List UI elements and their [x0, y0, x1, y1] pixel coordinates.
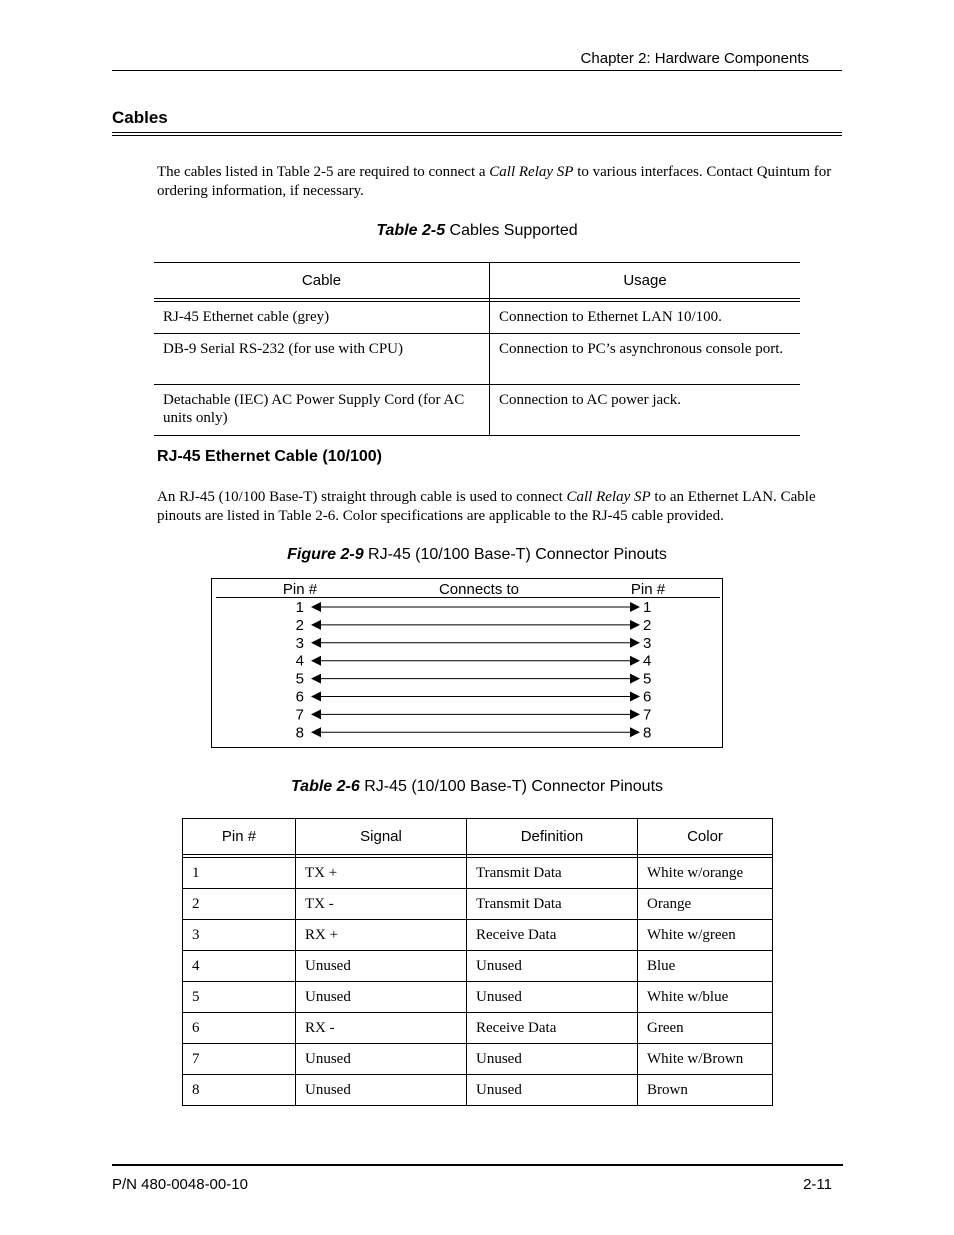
left-pin-number: 7: [295, 706, 304, 724]
table-cell: Unused: [467, 1044, 638, 1074]
right-pin-number: 3: [643, 634, 652, 652]
table-row: [154, 302, 800, 334]
pinout-diagram: [211, 578, 723, 748]
table-cell: Transmit Data: [467, 889, 638, 919]
column-header: Color: [687, 828, 723, 845]
table-row: [183, 889, 772, 920]
table-cell: 3: [183, 920, 296, 950]
table-cell: RX -: [296, 1013, 467, 1043]
table-cell: TX +: [296, 858, 467, 888]
table-caption: Table 2-6 RJ-45 (10/100 Base-T) Connector Pinouts: [290, 778, 664, 795]
header-rule: [112, 70, 842, 71]
section-title: Cables: [112, 108, 168, 127]
arrow-left-icon: [311, 602, 321, 612]
arrow-left-icon: [311, 674, 321, 684]
table-cell: Unused: [467, 1075, 638, 1105]
arrow-right-icon: [630, 727, 640, 737]
table-header-row: [154, 263, 800, 299]
pinout-diagram-svg: [212, 579, 722, 747]
table-row: [183, 1044, 772, 1075]
right-pin-number: 4: [643, 652, 652, 670]
table-cell: 2: [183, 889, 296, 919]
left-pin-number: 5: [295, 670, 304, 688]
column-header: Signal: [296, 819, 467, 854]
table-cell: TX -: [296, 889, 467, 919]
left-pin-number: 6: [295, 688, 304, 706]
figure-caption: Figure 2-9 RJ-45 (10/100 Base-T) Connector Pinouts: [287, 546, 667, 563]
table-cell: Unused: [296, 1075, 467, 1105]
column-header: Pin #: [183, 819, 296, 854]
table-cell: DB-9 Serial RS-232 (for use with CPU): [154, 334, 490, 384]
table-cell: 7: [183, 1044, 296, 1074]
left-pin-number: 4: [295, 652, 304, 670]
arrow-right-icon: [630, 692, 640, 702]
left-pin-number: 1: [295, 599, 304, 616]
right-pin-header: Pin #: [630, 581, 666, 598]
pinout-table: [182, 818, 773, 1106]
table-cell: Unused: [467, 982, 638, 1012]
right-pin-number: 2: [643, 616, 652, 634]
left-pin-number: 3: [295, 634, 304, 652]
table-cell: Detachable (IEC) AC Power Supply Cord (for AC units only): [154, 385, 490, 435]
arrow-right-icon: [630, 602, 640, 612]
arrow-right-icon: [630, 620, 640, 630]
table-row: [183, 1013, 772, 1044]
table-cell: Connection to AC power jack.: [499, 392, 682, 408]
table-cell: White w/orange: [647, 864, 744, 881]
column-header: Usage: [623, 272, 667, 289]
right-pin-number: 8: [643, 724, 652, 742]
table-header-row: [183, 819, 772, 855]
table-cell: Connection to Ethernet LAN 10/100.: [499, 309, 722, 325]
table-row: [183, 951, 772, 982]
table-cell: Orange: [647, 895, 692, 912]
table-cell: Unused: [467, 951, 638, 981]
table-row: [183, 1075, 772, 1105]
table-cell: Blue: [647, 957, 676, 974]
arrow-right-icon: [630, 638, 640, 648]
page-number: 2-11: [803, 1176, 832, 1193]
table-cell: Receive Data: [467, 920, 638, 950]
arrow-left-icon: [311, 692, 321, 702]
running-header: Chapter 2: Hardware Components: [580, 50, 809, 67]
right-pin-number: 7: [643, 706, 652, 724]
table-cell: Receive Data: [467, 1013, 638, 1043]
table-cell: White w/green: [647, 926, 736, 943]
cables-table: [154, 262, 800, 436]
table-cell: Unused: [296, 951, 467, 981]
table-row: [183, 920, 772, 951]
table-cell: Green: [647, 1019, 684, 1036]
table-cell: White w/blue: [647, 988, 729, 1005]
table-row: [154, 385, 800, 435]
table-cell: 5: [183, 982, 296, 1012]
arrow-left-icon: [311, 620, 321, 630]
table-row: [183, 858, 772, 889]
right-pin-number: 6: [643, 688, 652, 706]
footer-rule: [112, 1164, 843, 1166]
table-caption: Table 2-5 Cables Supported: [376, 222, 578, 239]
arrow-left-icon: [311, 709, 321, 719]
column-header: Cable: [154, 263, 490, 298]
arrow-left-icon: [311, 656, 321, 666]
table-cell: Brown: [647, 1081, 688, 1098]
left-pin-number: 2: [295, 616, 304, 634]
left-pin-number: 8: [295, 724, 304, 742]
table-cell: 8: [183, 1075, 296, 1105]
table-cell: White w/Brown: [647, 1050, 744, 1067]
arrow-left-icon: [311, 727, 321, 737]
right-pin-number: 5: [643, 670, 652, 688]
left-pin-header: Pin #: [282, 581, 318, 598]
table-cell: 6: [183, 1013, 296, 1043]
subsection-title: RJ-45 Ethernet Cable (10/100): [157, 448, 382, 465]
right-pin-number: 1: [643, 599, 652, 616]
section-rule: [112, 135, 842, 136]
table-cell: RJ-45 Ethernet cable (grey): [154, 302, 490, 333]
table-cell: Connection to PC’s asynchronous console port.: [499, 341, 784, 357]
table-row: [154, 334, 800, 385]
connects-to-header: Connects to: [438, 581, 520, 598]
arrow-right-icon: [630, 674, 640, 684]
column-header: Definition: [467, 819, 638, 854]
arrow-left-icon: [311, 638, 321, 648]
arrow-right-icon: [630, 709, 640, 719]
arrow-right-icon: [630, 656, 640, 666]
table-cell: Transmit Data: [467, 858, 638, 888]
section-rule: [112, 132, 842, 133]
part-number: P/N 480-0048-00-10: [112, 1176, 248, 1193]
intro-paragraph: The cables listed in Table 2-5 are required to connect a Call Relay SP to various interfaces. Contact Quintum for ordering information, if necessary.: [157, 164, 832, 199]
table-cell: 4: [183, 951, 296, 981]
table-cell: RX +: [296, 920, 467, 950]
table-row: [183, 982, 772, 1013]
table-cell: 1: [183, 858, 296, 888]
table-cell: Unused: [296, 1044, 467, 1074]
table-cell: Unused: [296, 982, 467, 1012]
subsection-paragraph: An RJ-45 (10/100 Base-T) straight through cable is used to connect Call Relay SP to an Ethernet LAN. Cable pinouts are listed in Table 2-6. Color specifications are applicable to the RJ-45 cable provided.: [157, 489, 816, 524]
